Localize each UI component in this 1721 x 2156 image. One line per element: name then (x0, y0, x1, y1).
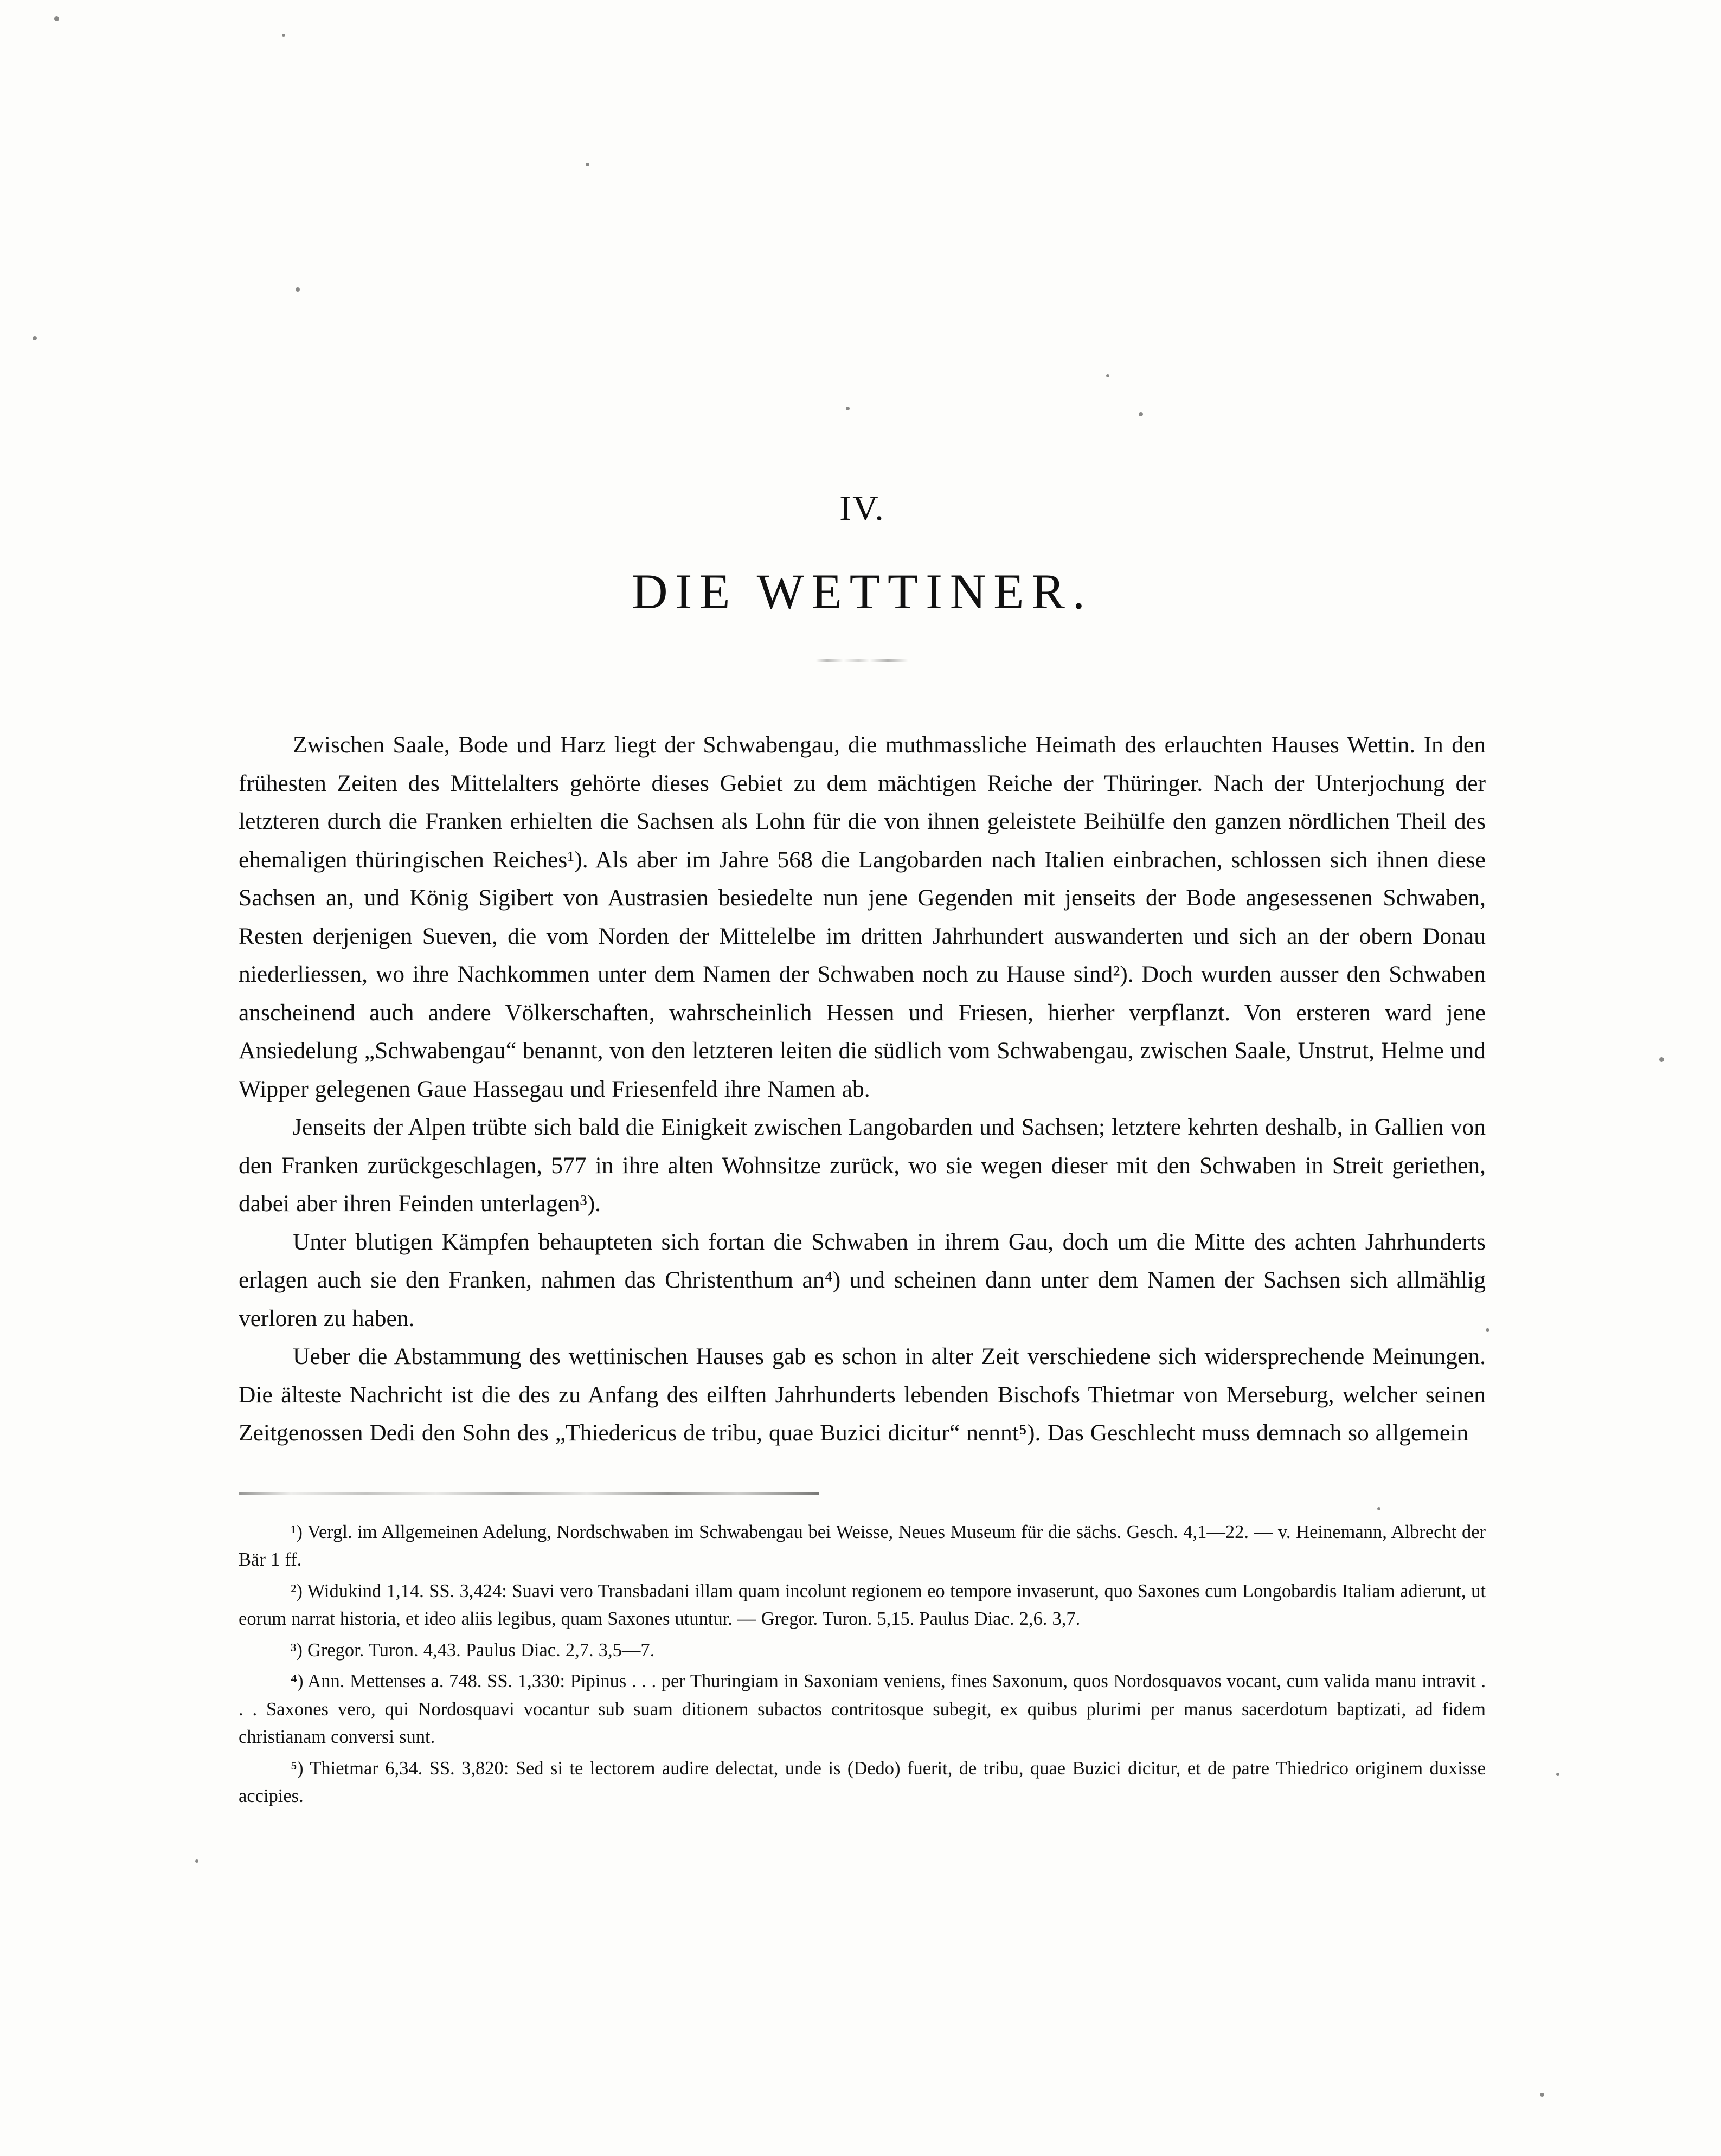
body-text (239, 726, 1486, 1452)
scan-artifact (1486, 1328, 1489, 1332)
footnote-item: ²) Widukind 1,14. SS. 3,424: Suavi vero Transbadani illam quam incolunt regionem eo tempore invaserunt, quo Saxones cum Longobardis Italiam adierunt, ut eorum narrat historia, et ideo aliis legibus, quam Saxones utuntur. — Gregor. Turon. 5,15. Paulus Diac. 2,6. 3,7. (239, 1580, 1486, 1629)
page-content (239, 0, 1486, 1814)
scan-artifact (54, 16, 59, 21)
footnote-item: ¹) Vergl. im Allgemeinen Adelung, Nordschwaben im Schwabengau bei Weisse, Neues Museum für die sächs. Gesch. 4,1—22. — v. Heinemann, Albrecht der Bär 1 ff. (239, 1521, 1486, 1570)
scan-artifact (1556, 1773, 1559, 1776)
footnote-item: ⁵) Thietmar 6,34. SS. 3,820: Sed si te lectorem audire delectat, unde is (Dedo) fuerit, de tribu, quae Buzici dicitur, et de patre Thiedrico originem duxisse accipies. (239, 1758, 1486, 1806)
footnote-item: ⁴) Ann. Mettenses a. 748. SS. 1,330: Pipinus . . . per Thuringiam in Saxoniam veniens, fines Saxonum, quos Nordosquavos vocant, cum valida manu intravit . . . Saxones vero, qui Nordosquavi vocantur sub suam ditionem subactos contritosque subegit, ex quibus plurimi per manus sacerdotum baptizati, ad fidem christianam conversi sunt. (239, 1671, 1486, 1747)
footnote-item: ³) Gregor. Turon. 4,43. Paulus Diac. 2,7. 3,5—7. (291, 1639, 655, 1661)
paragraph: Jenseits der Alpen trübte sich bald die Einigkeit zwischen Langobarden und Sachsen; letztere kehrten deshalb, in Gallien von den Franken zurückgeschlagen, 577 in ihre alten Wohnsitze zurück, wo sie wegen dieser mit den Schwaben in Streit geriethen, dabei aber ihren Feinden unterlagen³). (239, 1114, 1486, 1217)
paragraph: Zwischen Saale, Bode und Harz liegt der Schwabengau, die muthmassliche Heimath des erlauchten Hauses Wettin. In den frühesten Zeiten des Mittelalters gehörte dieses Gebiet zu dem mächtigen Reiche der Thüringer. Nach der Unterjochung der letzteren durch die Franken erhielten die Sachsen als Lohn für die von ihnen geleistete Beihülfe den ganzen nördlichen Theil des ehemaligen thüringischen Reiches¹). Als aber im Jahre 568 die Langobarden nach Italien einbrachen, schlossen sich ihnen diese Sachsen an, und König Sigibert von Austrasien besiedelte nun jene Gegenden mit jenseits der Bode angesessenen Schwaben, Resten derjenigen Sueven, die vom Norden der Mittelelbe im dritten Jahrhundert auswanderten und sich an der obern Donau niederliessen, wo ihre Nachkommen unter dem Namen der Schwaben noch zu Hause sind²). Doch wurden ausser den Schwaben anscheinend auch andere Völkerschaften, wahrscheinlich Hessen und Friesen, hierher verpflanzt. Von ersteren ward jene Ansiedelung „Schwabengau“ benannt, von den letzteren leiten die südlich vom Schwabengau, zwischen Saale, Unstrut, Helme und Wipper gelegenen Gaue Hassegau und Friesenfeld ihre Namen ab. (239, 732, 1486, 1102)
page-title: DIE WETTINER. (632, 564, 1093, 619)
footnote-list (239, 1518, 1486, 1811)
chapter-number: IV. (839, 488, 885, 528)
ornament-divider (816, 659, 908, 662)
scan-artifact (33, 336, 37, 340)
paragraph: Unter blutigen Kämpfen behaupteten sich fortan die Schwaben in ihrem Gau, doch um die Mitte des achten Jahrhunderts erlagen auch sie den Franken, nahmen das Christenthum an⁴) und scheinen dann unter dem Namen der Sachsen sich allmählig verloren zu haben. (239, 1228, 1486, 1331)
footnote-separator (239, 1492, 819, 1495)
paragraph: Ueber die Abstammung des wettinischen Hauses gab es schon in alter Zeit verschiedene sich widersprechende Meinungen. Die älteste Nachricht ist die des zu Anfang des eilften Jahrhunderts lebenden Bischofs Thietmar von Merseburg, welcher seinen Zeitgenossen Dedi den Sohn des „Thiedericus de tribu, quae Buzici dicitur“ nennt⁵). Das Geschlecht muss demnach so allgemein (239, 1343, 1486, 1446)
scan-artifact (195, 1859, 198, 1863)
scan-artifact (1540, 2093, 1544, 2097)
scan-artifact (1659, 1057, 1664, 1062)
